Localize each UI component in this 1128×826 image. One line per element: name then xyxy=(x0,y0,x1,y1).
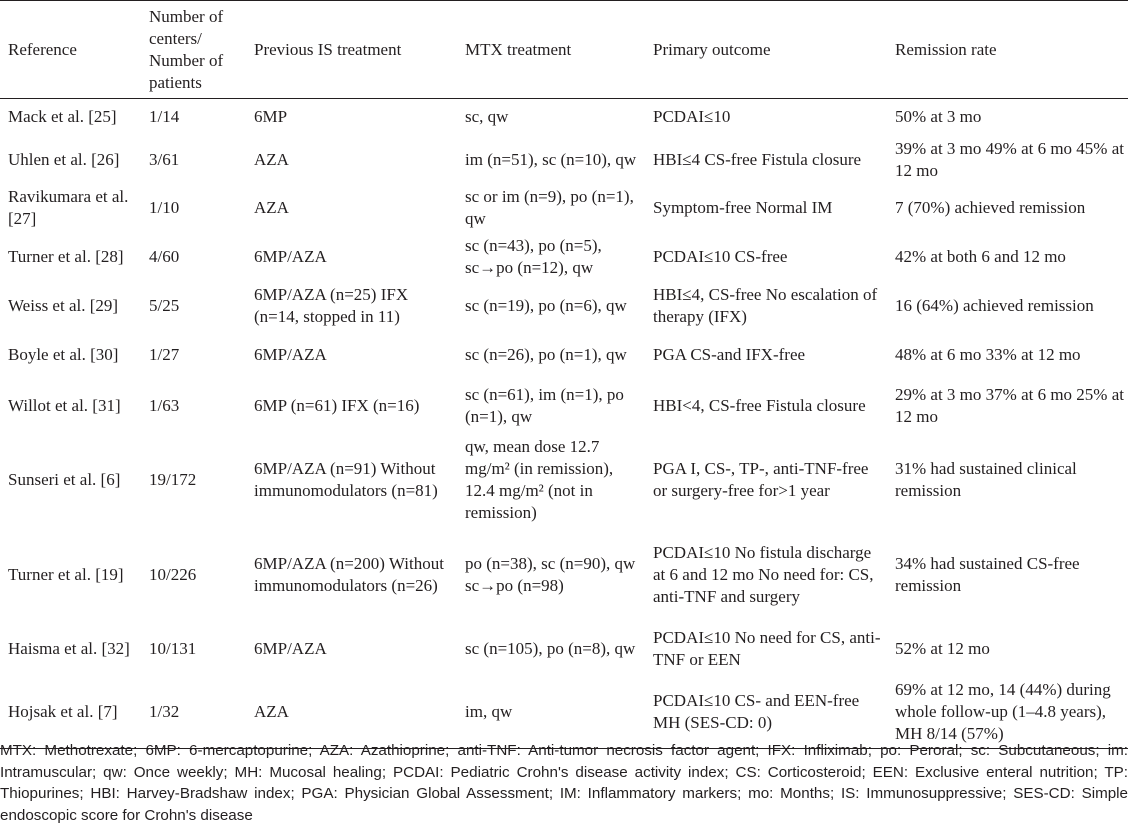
cell-centers-patients: 10/226 xyxy=(149,565,197,584)
cell-primary-outcome: HBI≤4, CS-free No escalation of therapy (IFX) xyxy=(653,284,878,326)
header-mtx-treatment: MTX treatment xyxy=(465,39,572,59)
cell-primary-outcome: HBI≤4 CS-free Fistula closure xyxy=(653,149,862,169)
cell-mtx-treatment: im, qw xyxy=(465,701,513,721)
cell-mtx-treatment: sc, qw xyxy=(465,106,509,126)
cell-centers-patients: 3/61 xyxy=(149,149,180,169)
cell-remission-rate: 39% at 3 mo 49% at 6 mo 45% at 12 mo xyxy=(895,138,1124,180)
cell-previous-treatment: 6MP (n=61) IFX (n=16) xyxy=(254,395,420,415)
cell-reference: Sunseri et al. [6] xyxy=(8,469,121,489)
cell-remission-rate: 50% at 3 mo xyxy=(895,106,982,126)
cell-primary-outcome: PCDAI≤10 CS- and EEN-free MH (SES-CD: 0) xyxy=(653,690,860,732)
cell-previous-treatment: 6MP/AZA xyxy=(254,344,327,364)
table-row xyxy=(0,380,1128,432)
table-row xyxy=(0,282,1128,330)
cell-centers-patients: 1/32 xyxy=(149,701,180,721)
cell-primary-outcome: HBI<4, CS-free Fistula closure xyxy=(653,395,866,415)
cell-reference: Turner et al. [19] xyxy=(8,565,124,584)
cell-remission-rate: 16 (64%) achieved remission xyxy=(895,295,1094,315)
cell-reference: Mack et al. [25] xyxy=(8,106,117,126)
cell-previous-treatment: AZA xyxy=(254,701,289,721)
cell-centers-patients: 19/172 xyxy=(149,469,197,489)
table-row xyxy=(0,232,1128,282)
cell-primary-outcome: Symptom-free Normal IM xyxy=(653,198,833,217)
cell-centers-patients: 4/60 xyxy=(149,246,180,266)
cell-centers-patients: 1/63 xyxy=(149,395,180,415)
cell-remission-rate: 69% at 12 mo, 14 (44%) during whole follow-up (1–4.8 years), MH 8/14 (57%) xyxy=(895,679,1111,743)
cell-remission-rate: 29% at 3 mo 37% at 6 mo 25% at 12 mo xyxy=(895,384,1124,426)
cell-remission-rate: 7 (70%) achieved remission xyxy=(895,198,1086,217)
table-row xyxy=(0,185,1128,232)
cell-primary-outcome: PCDAI≤10 xyxy=(653,106,731,126)
cell-reference: Boyle et al. [30] xyxy=(8,344,119,364)
table-row xyxy=(0,330,1128,380)
cell-remission-rate: 48% at 6 mo 33% at 12 mo xyxy=(895,344,1081,364)
cell-reference: Weiss et al. [29] xyxy=(8,295,119,315)
cell-primary-outcome: PCDAI≤10 No fistula discharge at 6 and 12 mo No need for: CS, anti-TNF and surgery xyxy=(653,543,874,606)
cell-reference: Hojsak et al. [7] xyxy=(8,701,118,721)
cell-mtx-treatment: sc (n=105), po (n=8), qw xyxy=(465,639,636,658)
cell-centers-patients: 1/10 xyxy=(149,198,180,217)
cell-reference: Haisma et al. [32] xyxy=(8,639,130,658)
cell-previous-treatment: AZA xyxy=(254,198,289,217)
table-row xyxy=(0,135,1128,185)
table-row xyxy=(0,99,1128,135)
cell-mtx-treatment: qw, mean dose 12.7 mg/m² (in remission), 12.4 mg/m² (not in remission) xyxy=(465,436,614,522)
cell-primary-outcome: PGA CS-and IFX-free xyxy=(653,344,806,364)
cell-centers-patients: 10/131 xyxy=(149,639,197,658)
cell-previous-treatment: 6MP/AZA xyxy=(254,246,327,266)
table-header xyxy=(0,1,1128,99)
abbreviations-footnote: MTX: Methotrexate; 6MP: 6-mercaptopurine; AZA: Azathioprine; anti-TNF: Anti-tumor necrosis factor agent; IFX: Infliximab; po: Peroral; sc: Subcutaneous; im: Intramuscular; qw: Once weekly; MH: Mucosal healing; PCDAI: Pediatric Crohn's disease activity index; CS: Corticosteroid; EEN: Exclusive enteral nutrition; TP: Thiopurines; HBI: Harvey-Bradshaw index; PGA: Physician Global Assessment; IM: Inflammatory markers; mo: Months; IS: Immunosuppressive; SES-CD: Simple endoscopic score for Crohn's disease xyxy=(0,742,1128,824)
cell-previous-treatment: 6MP/AZA xyxy=(254,639,327,658)
cell-mtx-treatment: sc or im (n=9), po (n=1), qw xyxy=(465,187,634,228)
cell-remission-rate: 34% had sustained CS-free remission xyxy=(895,554,1080,595)
cell-centers-patients: 5/25 xyxy=(149,295,180,315)
header-remission-rate: Remission rate xyxy=(895,39,997,59)
table-row xyxy=(0,676,1128,749)
cell-mtx-treatment: sc (n=26), po (n=1), qw xyxy=(465,344,627,364)
cell-previous-treatment: 6MP xyxy=(254,106,288,126)
header-row xyxy=(0,1,1128,99)
table-row xyxy=(0,623,1128,676)
cell-mtx-treatment: po (n=38), sc (n=90), qw sc→po (n=98) xyxy=(465,554,636,595)
cell-mtx-treatment: sc (n=61), im (n=1), po (n=1), qw xyxy=(465,384,624,426)
cell-previous-treatment: AZA xyxy=(254,149,289,169)
cell-primary-outcome: PCDAI≤10 No need for CS, anti-TNF or EEN xyxy=(653,628,881,669)
cell-mtx-treatment: sc (n=43), po (n=5), sc→po (n=12), qw xyxy=(465,235,602,277)
cell-reference: Turner et al. [28] xyxy=(8,246,124,266)
header-primary-outcome: Primary outcome xyxy=(653,39,771,59)
cell-primary-outcome: PCDAI≤10 CS-free xyxy=(653,246,788,266)
table-row xyxy=(0,528,1128,623)
cell-previous-treatment: 6MP/AZA (n=91) Without immunomodulators (n=81) xyxy=(254,458,438,500)
header-centers-patients: Number of centers/ Number of patients xyxy=(149,6,224,92)
cell-remission-rate: 42% at both 6 and 12 mo xyxy=(895,246,1066,266)
cell-reference: Uhlen et al. [26] xyxy=(8,149,120,169)
table-body xyxy=(0,99,1128,749)
cell-previous-treatment: 6MP/AZA (n=200) Without immunomodulators (n=26) xyxy=(254,554,444,595)
cell-centers-patients: 1/27 xyxy=(149,344,180,364)
cell-primary-outcome: PGA I, CS-, TP-, anti-TNF-free or surgery-free for>1 year xyxy=(653,458,869,500)
header-reference: Reference xyxy=(8,39,77,59)
cell-centers-patients: 1/14 xyxy=(149,106,180,126)
cell-reference: Ravikumara et al. [27] xyxy=(8,187,129,228)
cell-previous-treatment: 6MP/AZA (n=25) IFX (n=14, stopped in 11) xyxy=(254,284,409,326)
cell-remission-rate: 52% at 12 mo xyxy=(895,639,990,658)
cell-remission-rate: 31% had sustained clinical remission xyxy=(895,458,1077,500)
table-row xyxy=(0,432,1128,528)
cell-mtx-treatment: sc (n=19), po (n=6), qw xyxy=(465,295,627,315)
header-previous-is-treatment: Previous IS treatment xyxy=(254,39,402,59)
cell-reference: Willot et al. [31] xyxy=(8,395,121,415)
cell-mtx-treatment: im (n=51), sc (n=10), qw xyxy=(465,149,637,169)
